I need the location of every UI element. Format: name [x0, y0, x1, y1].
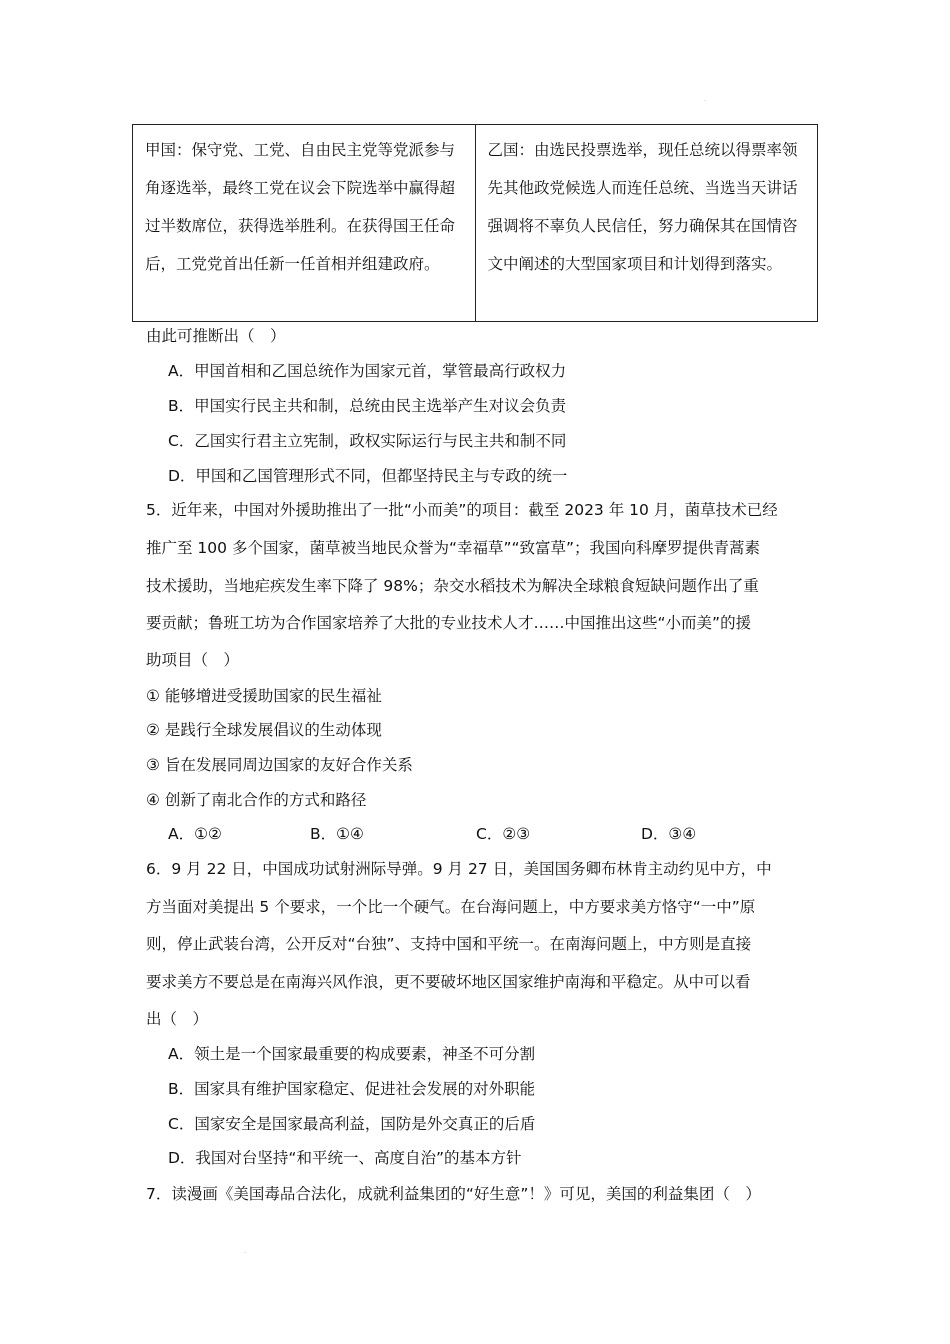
q5-choice-a: A．①② — [168, 825, 222, 843]
country-jia-cell: 甲国：保守党、工党、自由民主党等党派参与角逐选举，最终工党在议会下院选举中赢得超过半数席位，获得选举胜利。在获得国王任命后，工党党首出任新一任首相并组建政府。 — [133, 125, 476, 322]
q4-option-c: C．乙国实行君主立宪制，政权实际运行与民主共和制不同 — [168, 432, 567, 450]
speck-mark: · — [704, 98, 706, 105]
q5-line-4: 要贡献；鲁班工坊为合作国家培养了大批的专业技术人才……中国推出这些“小而美”的援 — [146, 614, 752, 632]
q5-line-2: 推广至 100 多个国家，菌草被当地民众誉为“幸福草”“致富草”；我国向科摩罗提供青蒿素 — [146, 539, 761, 557]
q5-line-1: 5．近年来，中国对外援助推出了一批“小而美”的项目：截至 2023 年 10 月，菌草技术已经 — [146, 501, 778, 519]
q5-choice-b: B．①④ — [310, 825, 364, 843]
q4-stem: 由此可推断出（ ） — [146, 327, 286, 345]
q6-line-4: 要求美方不要总是在南海兴风作浪，更不要破坏地区国家维护南海和平稳定。从中可以看 — [146, 973, 751, 991]
speck-mark: · — [244, 1250, 246, 1257]
q6-line-3: 则，停止武装台湾，公开反对“台独”、支持中国和平统一。在南海问题上，中方则是直接 — [146, 935, 752, 953]
q5-choice-c: C．②③ — [476, 825, 531, 843]
q5-item-1: ① 能够增进受援助国家的民生福祉 — [146, 687, 382, 705]
q5-item-4: ④ 创新了南北合作的方式和路径 — [146, 791, 367, 809]
q4-option-d: D．甲国和乙国管理形式不同，但都坚持民主与专政的统一 — [168, 467, 568, 485]
q6-line-5: 出（ ） — [146, 1010, 209, 1028]
q4-option-a: A．甲国首相和乙国总统作为国家元首，掌管最高行政权力 — [168, 362, 567, 380]
q5-item-3: ③ 旨在发展同周边国家的友好合作关系 — [146, 756, 413, 774]
q6-line-2: 方当面对美提出 5 个要求，一个比一个硬气。在台海问题上，中方要求美方恪守“一中”原 — [146, 898, 756, 916]
q6-option-b: B．国家具有维护国家稳定、促进社会发展的对外职能 — [168, 1080, 536, 1098]
q6-option-c: C．国家安全是国家最高利益，国防是外交真正的后盾 — [168, 1115, 536, 1133]
country-yi-cell: 乙国：由选民投票选举，现任总统以得票率领先其他政党候选人而连任总统、当选当天讲话强调将不辜负人民信任，努力确保其在国情咨文中阐述的大型国家项目和计划得到落实。 — [475, 125, 818, 322]
q6-option-d: D．我国对台坚持“和平统一、高度自治”的基本方针 — [168, 1149, 522, 1167]
comparison-table — [132, 124, 818, 322]
q7-stem: 7．读漫画《美国毒品合法化，成就利益集团的“好生意”！》可见，美国的利益集团（ ） — [146, 1185, 761, 1203]
q4-option-b: B．甲国实行民主共和制，总统由民主选举产生对议会负责 — [168, 397, 567, 415]
q5-choice-d: D．③④ — [641, 825, 697, 843]
q5-item-2: ② 是践行全球发展倡议的生动体现 — [146, 721, 382, 739]
q6-line-1: 6．9 月 22 日，中国成功试射洲际导弹。9 月 27 日，美国国务卿布林肯主动约见中方，中 — [146, 860, 772, 878]
q5-line-5: 助项目（ ） — [146, 651, 240, 669]
q5-line-3: 技术援助，当地疟疾发生率下降了 98%；杂交水稻技术为解决全球粮食短缺问题作出了重 — [146, 577, 759, 595]
q6-option-a: A．领土是一个国家最重要的构成要素，神圣不可分割 — [168, 1045, 536, 1063]
